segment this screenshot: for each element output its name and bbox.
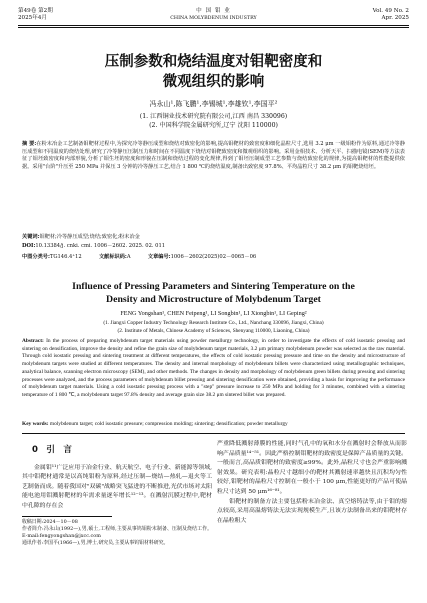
volume-issue-cn: 第49卷 第2期 bbox=[18, 8, 53, 14]
authors-en: FENG Yongshan¹, CHEN Feipeng¹, LI Songbin¹, LI Xiongbin¹, LI Geping² bbox=[120, 310, 307, 317]
title-cn: 压制参数和烧结温度对钼靶密度和 微观组织的影响 bbox=[104, 54, 323, 90]
keywords-en: Key words: molybdenum target; cold isostatic pressure; compression molding; sintering; densification; powder metallurgy bbox=[22, 421, 288, 427]
footnote: 收稿日期:2024－10－08 作者简介:冯永山(1992—),男,硕士,工程师,主要从事钨钼粉末制备、压制及烧结工作。E-mail:fengyongshan@jxcc.com 通讯作者:李国平(1966—),男,博士,研究员,主要从事钨钼材料研究。 bbox=[22, 516, 112, 547]
classification-line: 中图分类号:TG146.4⁺12 文献标识码:A 文章编号:1006－2602(2025)02－0065－06 bbox=[22, 254, 257, 260]
header-rule-thin bbox=[18, 27, 409, 28]
authors-cn: 冯永山¹,陈飞鹏¹,李锡城¹,李雄钦¹,李国平² bbox=[149, 100, 278, 108]
intro-paragraph-right: 严重降低溅射薄膜的性能,同时气孔中的氧和水分在溅射时会释放从而影响产品质量¹⁴⁻⁵¹。因此严格控制钼靶材的致密度是保障产品质量的关键。一般而言,高品质钼靶材的致密度≥99%。此外,晶粒尺寸也会严重影响溅射效果。研究表明:晶粒尺寸越细小的靶材其溅射速率越快且沉积均匀性较好,钼靶材的晶粒尺寸控制在一般小于 100 μm,性能更好的产品可使晶粒尺寸达到 50 μm¹⁶⁻⁸¹。 钼靶材的制备方法主要包括粉末冶金法、真空熔铸法等,由于钼的熔点较高,采用高温熔铸法无法实现规模生产,且该方法制备出来的钼靶材存在晶粒粗大 bbox=[217, 441, 407, 524]
intro-right-column bbox=[217, 440, 407, 526]
abstract-cn-label: 摘 要: bbox=[22, 141, 37, 147]
abstract-cn: 摘 要:在粉末冶金工艺制备钼靶材过程中,为探究冷等静压成型和烧结对致密化的影响,提高钼靶材的致密度和细化晶粒尺寸,选用 3.2 μm 一级钼粉作为原料,通过冷等静压成型和不同温度的烧结处理,研究了冷等静压压制压力和时间在不同温度下烧结对钼靶致密度和微观组织的影响。采用金相技术、分析天平、扫描电镜(SEM)等方法表征了钼坯致密度和内部形貌,分析了钼生坯的密度和形貌在压制和烧结过程的变化规律,得到了钼坯压制成型工艺参数与烧结致密化的规律,为提高钼靶材的性能提供依据。采用"台阶"升压至 250 MPa 并保压 3 分钟的冷等静压工艺,结合 1 800 ℃的烧结温度,制备出致密度 97.8%、平均晶粒尺寸 38.2 μm 的钼靶烧结坯。 bbox=[22, 141, 405, 170]
section-heading-intro: 0 引 言 bbox=[32, 445, 72, 455]
affiliations-en: (1. Jiangxi Copper Industry Technology Research Institute Co., Ltd., Nanchang 330096, Jiangxi, China) (2. Institute of Metals, Chinese Academy of Sciences, Shenyang 110000, Liaoning, China) bbox=[103, 320, 324, 334]
header-rule bbox=[18, 25, 409, 26]
intro-paragraph-left: 金属钼¹¹广泛应用于冶金行业、航天航空、电子行业、新能源等领域,其中钼靶材通常是以高纯钼粉为原料,经过压制—烧结—热轧—退火等工艺制备而成。随着我国对"双碳"战略突飞猛进的不断推进,光伏市场对太阳能电池用钼溅射靶材的年需求量逐年增长¹²⁻¹³。在溅射沉膜过程中,靶材中孔隙的存在会 bbox=[22, 464, 212, 509]
abstract-divider bbox=[22, 433, 405, 434]
doi: DOI:10.13384/j. cnki. cmi. 1006－2602. 2025. 02. 011 bbox=[22, 243, 166, 249]
affiliations-cn: (1. 江西铜业技术研究院有限公司,江西 南昌 330096) (2. 中国科学院金属研究所,辽宁 沈阳 110000) bbox=[139, 113, 288, 129]
date-cn: 2025年4月 bbox=[18, 15, 47, 21]
keywords-cn: 关键词:钼靶材;冷等静压成型;烧结;致密化;粉末冶金 bbox=[22, 234, 140, 240]
journal-name-cn: 中 国 钼 业 bbox=[196, 8, 231, 14]
title-en: Influence of Pressing Parameters and Sintering Temperature on the Density and Microstructure of Molybdenum Target bbox=[72, 281, 355, 305]
abstract-en: Abstract: In the process of preparing molybdenum target materials using powder metallurgy technology, in order to investigate the effects of cold isostatic pressing and sintering on densification, improve the density and refine the grain size of molybdenum target materials, 3.2 μm primary molybdenum powder was selected as the raw material. Through cold isostatic pressing and sintering treatment at different temperatures, the effects of cold isostatic pressing pressure and time on the density and microstructure of molybdenum targets were studied at different temperatures. The density and internal morphology of molybdenum billets were characterized using metallographic techniques, analytical balance, scanning electron microscopy (SEM), and other methods. The changes in density and morphology of molybdenum green billets during pressing and sintering processes were analyzed, and the process parameters of molybdenum billet pressing and sintering densification were obtained, providing a basis for improving the performance of molybdenum target materials. Using a cold isostatic pressing process with a "step" pressure increase to 250 MPa and holding for 3 minutes, combined with a sintering temperature of 1 800 ℃, a molybdenum target 97.8% density and average grain size 38.2 μm sintered billet was prepared. bbox=[22, 338, 405, 398]
volume-issue-en: Vol. 49 No. 2 bbox=[372, 8, 409, 14]
intro-left-column bbox=[22, 440, 212, 547]
running-header bbox=[18, 6, 409, 26]
journal-name-en: CHINA MOLYBDENUM INDUSTRY bbox=[170, 16, 257, 21]
date-en: Apr. 2025 bbox=[381, 15, 409, 21]
